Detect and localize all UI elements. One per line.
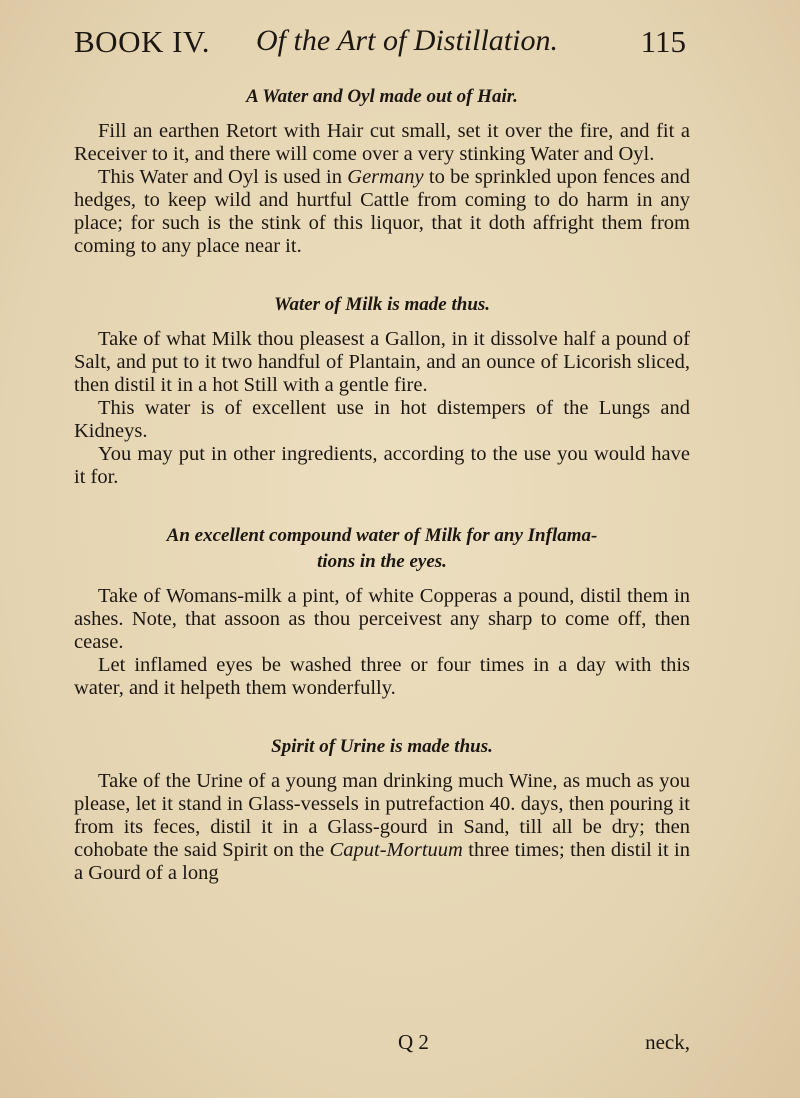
catchword: neck,	[645, 1030, 690, 1054]
book-number: BOOK IV.	[74, 24, 211, 59]
paragraph: Let inflamed eyes be washed three or four times in a day with this water, and it helpeth them wonderfully.	[74, 654, 690, 699]
emphasis-caput-mortuum: Caput-Mortuum	[329, 839, 463, 861]
page-number: 115	[640, 24, 686, 59]
paragraph: This water is of excellent use in hot distempers of the Lungs and Kidneys.	[74, 397, 690, 442]
section-heading-milk: Water of Milk is made thus.	[273, 294, 491, 315]
section-heading-hair: A Water and Oyl made out of Hair.	[246, 86, 518, 107]
running-title: Of the Art of Distillation.	[256, 24, 558, 57]
page-body	[74, 84, 690, 885]
section-heading-eyes: An excellent compound water of Milk for any Inflama- tions in the eyes.	[166, 525, 598, 572]
paragraph: Take of the Urine of a young man drinking much Wine, as much as you please, let it stand in Glass-vessels in putrefaction 40. days, then pouring it from its feces, distil it in a Glass-gourd in Sand, till all be dry; then cohobate the said Spirit on the Caput-Mortuum three times; then distil it in a Gourd of a long	[74, 770, 690, 884]
emphasis-germany: Germany	[347, 166, 424, 188]
paragraph: Take of Womans-milk a pint, of white Copperas a pound, distil them in ashes. Note, that assoon as thou perceivest any sharp to come off, then cease.	[74, 585, 690, 653]
paragraph: This Water and Oyl is used in Germany to be sprinkled upon fences and hedges, to keep wild and hurtful Cattle from coming to do harm in any place; for such is the stink of this liquor, that it doth affright them from coming to any place near it.	[74, 166, 690, 257]
running-header	[74, 16, 686, 66]
paragraph: Fill an earthen Retort with Hair cut small, set it over the fire, and fit a Receiver to it, and there will come over a very stinking Water and Oyl.	[74, 120, 690, 165]
paragraph: Take of what Milk thou pleasest a Gallon, in it dissolve half a pound of Salt, and put to it two handful of Plantain, and an ounce of Licorish sliced, then distil it in a hot Still with a gentle fire.	[74, 328, 690, 396]
section-heading-urine: Spirit of Urine is made thus.	[271, 736, 493, 757]
signature-mark: Q 2	[398, 1030, 429, 1054]
paragraph: You may put in other ingredients, according to the use you would have it for.	[74, 443, 690, 488]
page-footer	[74, 1030, 690, 1060]
